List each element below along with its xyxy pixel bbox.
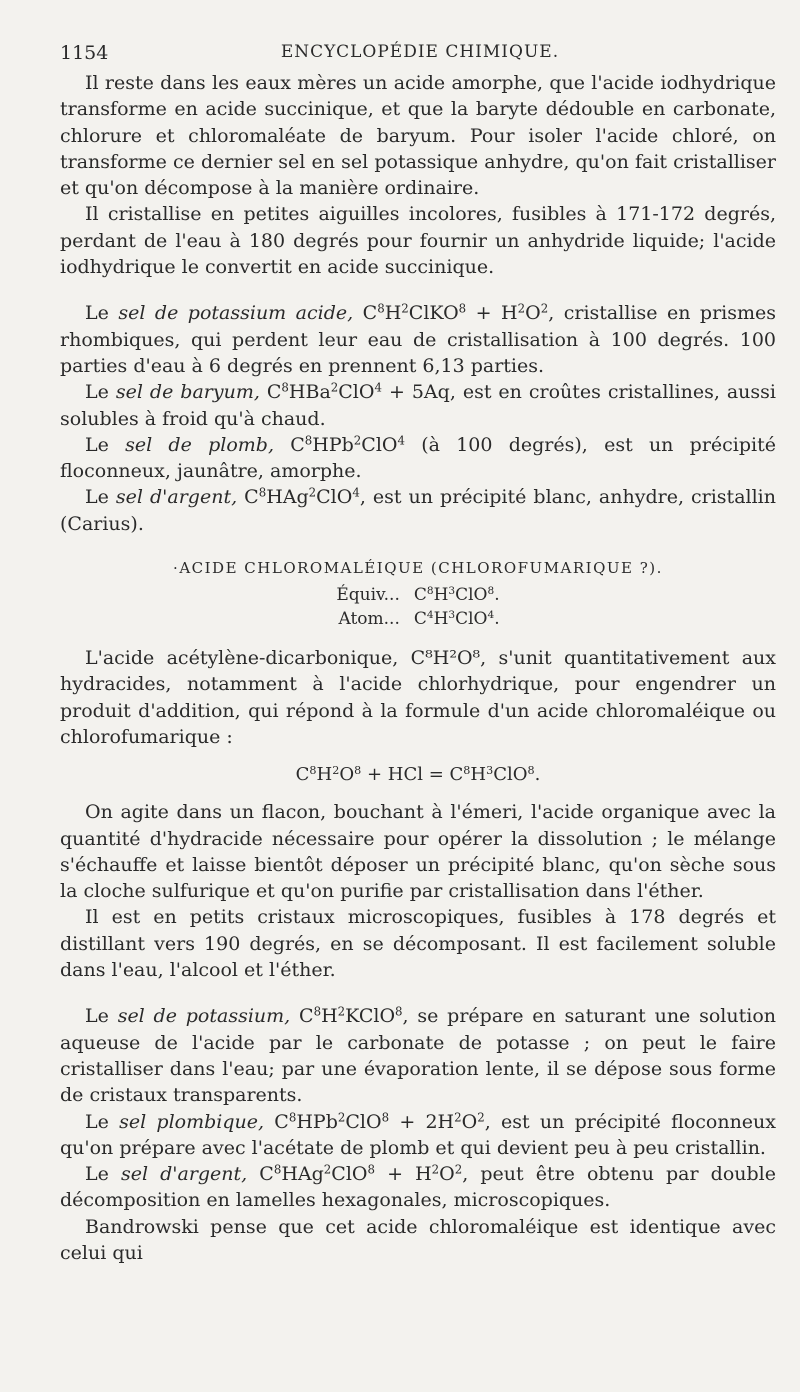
paragraph: Il reste dans les eaux mères un acide amorphe, que l'acide iodhydrique transforme en acide succinique, et que la baryte dédouble en carbonate, chlorure et chloromaléate de baryum. Pour isoler l'acide chloré, on transforme ce dernier sel en sel potassique anhydre, qu'on fait cristalliser et qu'on décompose à la manière ordinaire.: [60, 72, 776, 200]
paragraph: Le sel d'argent, $C^8HAg^2ClO^8 + H^2O^2$, peut être obtenu par double décomposition en lamelles hexagonales, microscopiques.: [60, 1162, 776, 1212]
salt-name: sel d'argent,: [120, 1163, 248, 1186]
equiv-label: Équiv...: [336, 585, 400, 606]
paragraph: Bandrowski pense que cet acide chloromaléique est identique avec celui qui: [60, 1215, 776, 1264]
running-title: ENCYCLOPÉDIE CHIMIQUE.: [280, 42, 560, 62]
section-title: ·ACIDE CHLOROMALÉIQUE (CHLOROFUMARIQUE ?).: [173, 559, 663, 578]
page-header: [60, 42, 780, 72]
salt-name: sel de potassium,: [117, 1005, 291, 1028]
paragraph: Le sel de potassium acide, $C^8H^2ClKO^8 + H^2O^2$, cristallise en prismes rhombiques, qui perdent leur eau de cristallisation à 100 degrés. 100 parties d'eau à 6 degrés en prennent 6,13 parties.: [60, 301, 777, 377]
salt-name: sel plombique,: [119, 1110, 265, 1133]
page-number: 1154: [60, 42, 109, 64]
text-body: [60, 70, 776, 1266]
atom-label: Atom...: [338, 609, 400, 630]
salt-name: sel de baryum,: [115, 381, 260, 404]
paragraph: Le sel plombique, $C^8HPb^2ClO^8 + 2H^2O^2$, est un précipité floconneux qu'on prépare avec l'acétate de plomb et qui devient peu à peu cristallin.: [60, 1110, 776, 1159]
equiv-formula: $C^8H^3ClO^8$.: [413, 585, 500, 606]
atom-formula: $C^4H^3ClO^4$.: [413, 609, 500, 630]
paragraph: Le sel de plomb, $C^8HPb^2ClO^4$ (à 100 degrés), est un précipité floconneux, jaunâtre, amorphe.: [60, 433, 776, 483]
paragraph: Le sel de potassium, $C^8H^2KClO^8$, se prépare en saturant une solution aqueuse de l'acide par le carbonate de potasse ; on peut le faire cristalliser dans l'eau; par une évaporation lente, il se dépose sous forme de cristaux transparents.: [60, 1004, 776, 1107]
paragraph: Le sel d'argent, $C^8HAg^2ClO^4$, est un précipité blanc, anhydre, cristallin (Carius).: [60, 485, 776, 535]
paragraph: On agite dans un flacon, bouchant à l'émeri, l'acide organique avec la quantité d'hydracide nécessaire pour opérer la dissolution ; le mélange s'échauffe et laisse bientôt déposer un précipité blanc, qu'on sèche sous la cloche sulfurique et qu'on purifie par cristallisation dans l'éther.: [60, 801, 776, 903]
paragraph: Le sel de baryum, $C^8HBa^2ClO^4 + 5Aq$, est en croûtes cristallines, aussi solubles à froid qu'à chaud.: [60, 380, 776, 430]
reaction-formula: $C^8H^2O^8$ + HCl = $C^8H^3ClO^8$.: [295, 764, 541, 786]
paragraph: Il est en petits cristaux microscopiques, fusibles à 178 degrés et distillant vers 190 degrés, en se décomposant. Il est facilement soluble dans l'eau, l'alcool et l'éther.: [60, 906, 776, 982]
salt-name: sel de plomb,: [125, 433, 274, 456]
salt-name: sel d'argent,: [115, 486, 238, 509]
formula-table: [60, 583, 776, 631]
paragraph: Il cristallise en petites aiguilles incolores, fusibles à 171-172 degrés, perdant de l'eau à 180 degrés pour fournir un anhydride liquide; l'acide iodhydrique le convertit en acide succinique.: [60, 203, 776, 279]
salt-name: sel de potassium acide,: [118, 302, 354, 325]
paragraph: L'acide acétylène-dicarbonique, C⁸H²O⁸, s'unit quantitativement aux hydracides, notamment à l'acide chlorhydrique, pour engendrer un produit d'addition, qui répond à la formule d'un acide chloromaléique ou chlorofumarique :: [60, 647, 776, 748]
